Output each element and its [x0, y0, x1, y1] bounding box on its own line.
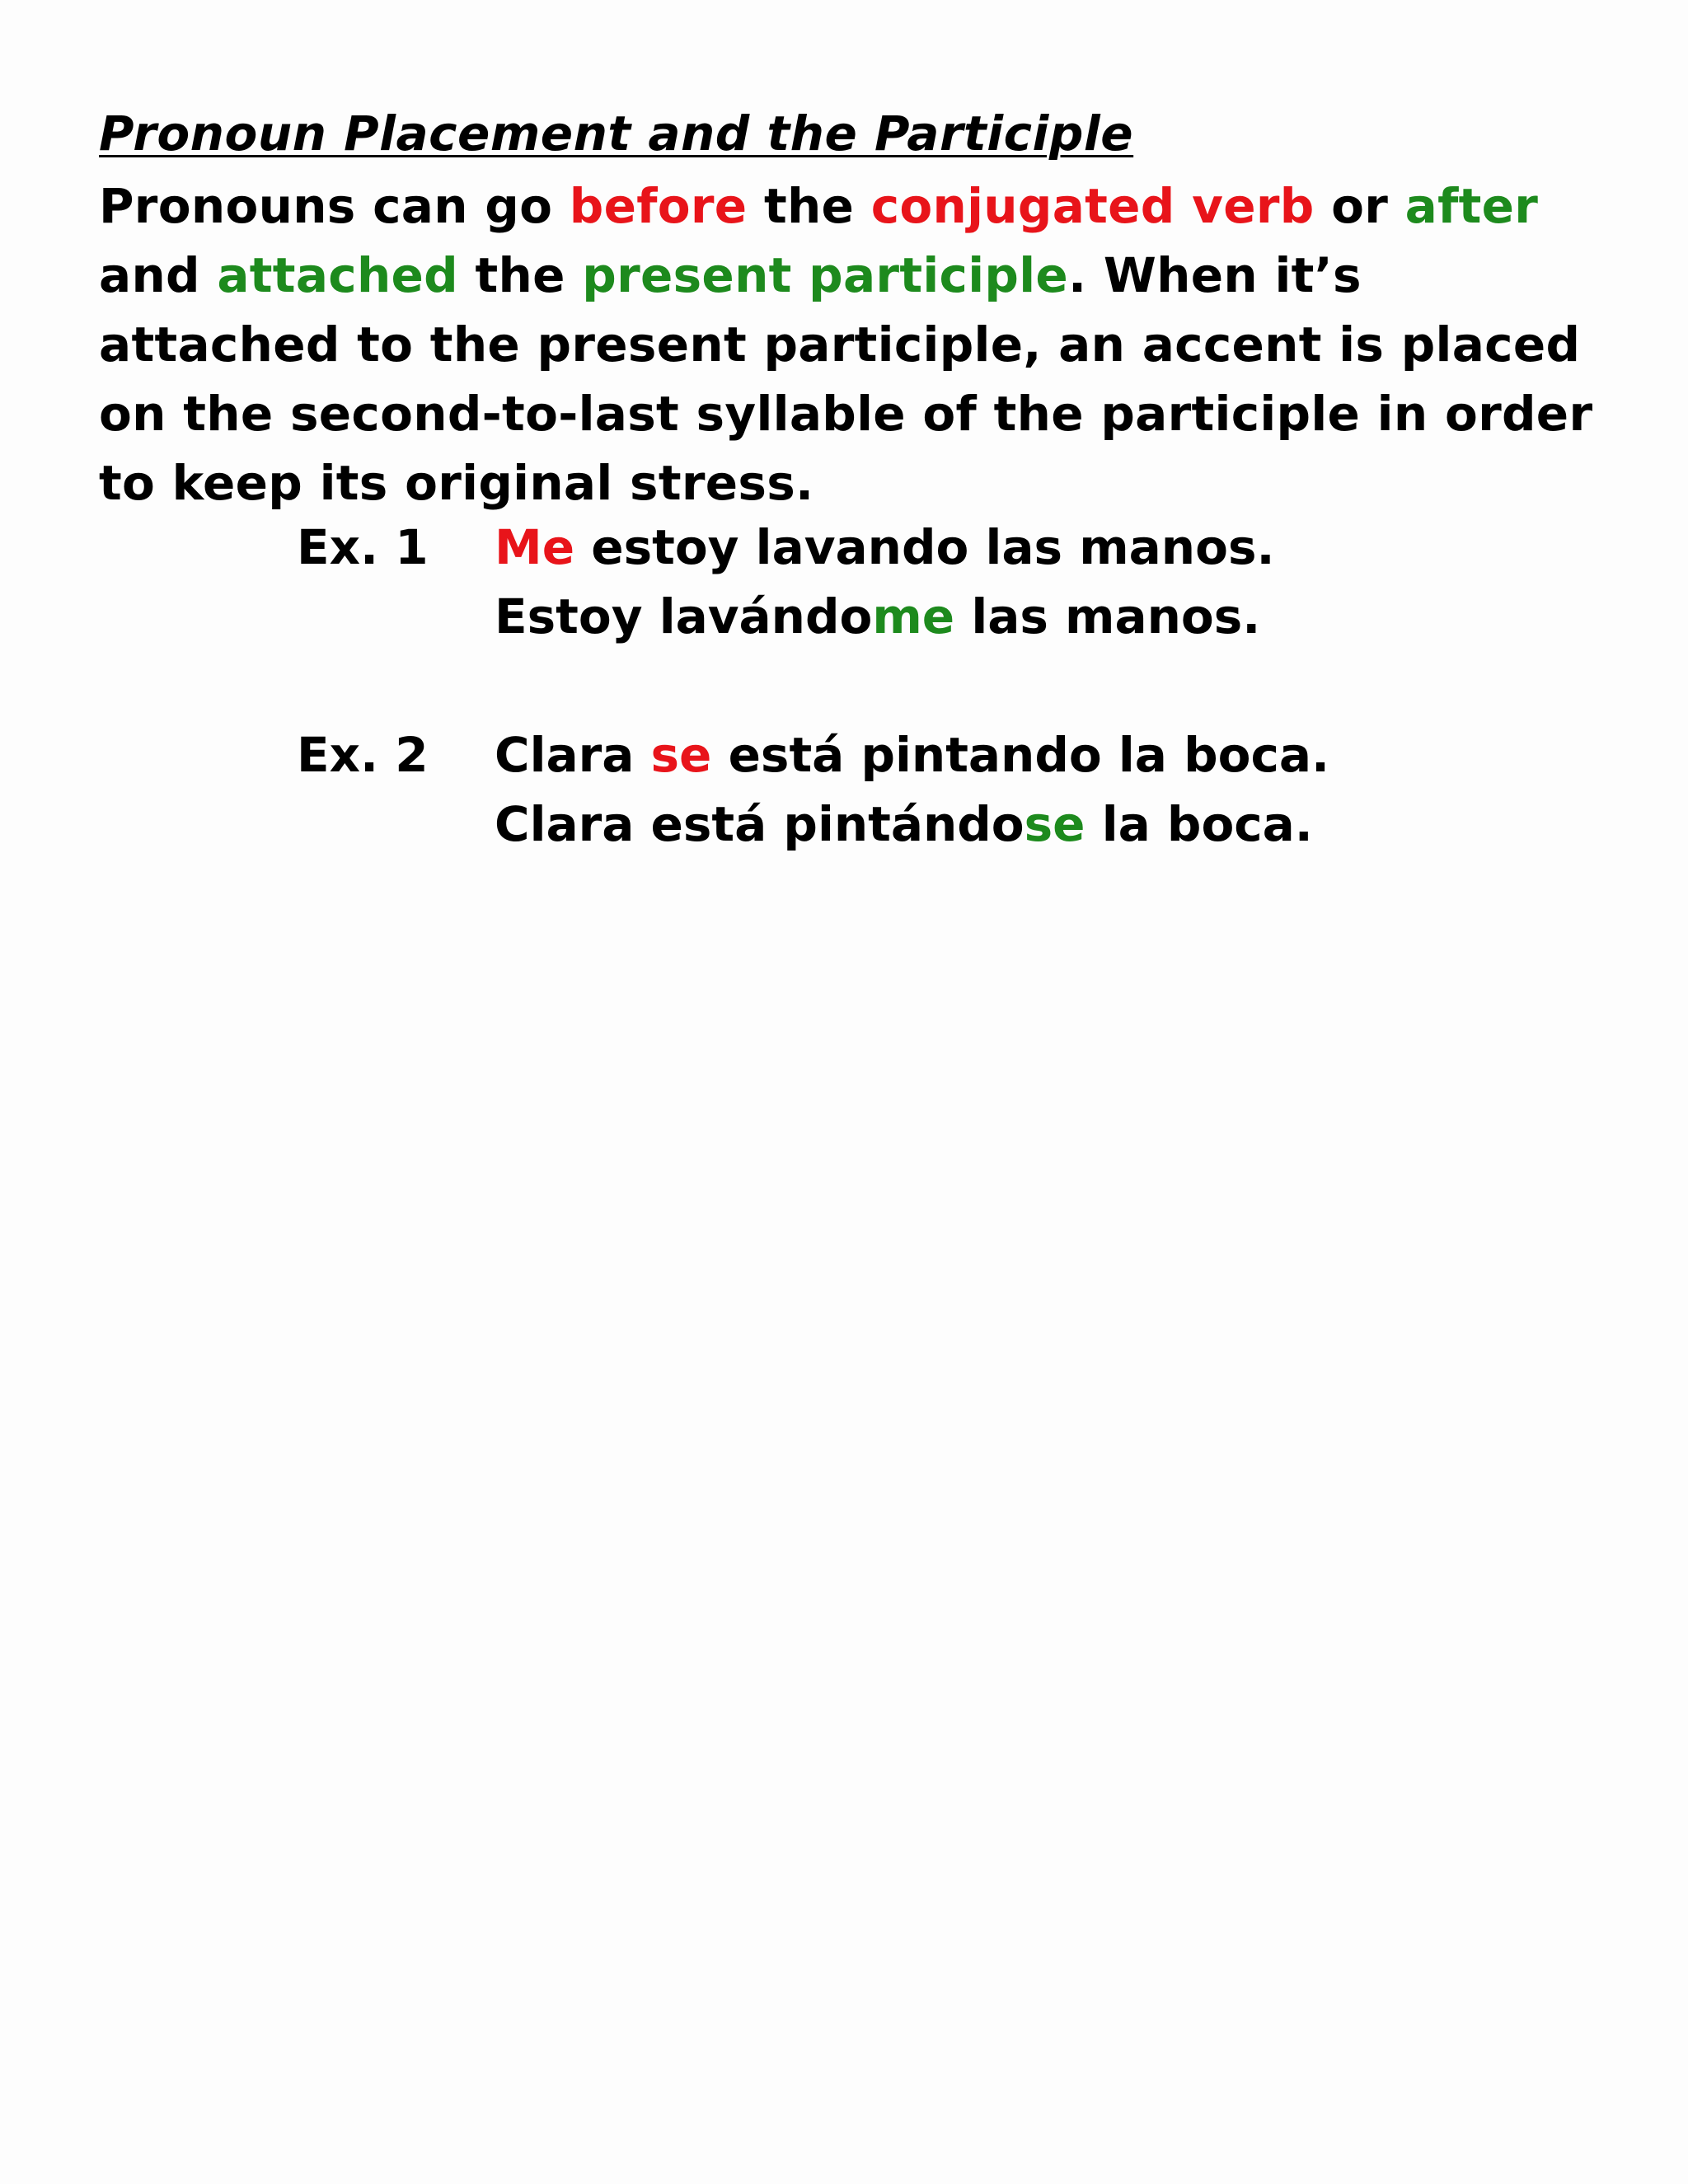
- text-segment: and: [99, 247, 218, 303]
- example-2-sentence-a: [495, 727, 1329, 783]
- page-title: Pronoun Placement and the Participle: [99, 105, 1134, 162]
- sentence-text: Estoy lavándo: [495, 588, 873, 644]
- text-segment: the: [458, 247, 583, 303]
- example-1-label: Ex. 1: [297, 519, 429, 575]
- highlight-present-participle: present participle: [582, 247, 1069, 303]
- example-1-sentence-a: [495, 519, 1275, 575]
- highlight-before: before: [569, 178, 748, 234]
- text-segment: . When it’s attached to the present participle, an accent is placed on the second-to-last syllable of the participle in order to keep its original stress.: [99, 247, 1593, 511]
- example-2-label: Ex. 2: [297, 727, 429, 783]
- sentence-text: está pintando la boca.: [711, 727, 1330, 783]
- sentence-text: Clara está pintándo: [495, 796, 1025, 852]
- explanation-paragraph: [99, 171, 1607, 518]
- sentence-text: las manos.: [954, 588, 1261, 644]
- sentence-text: estoy lavando las manos.: [574, 519, 1275, 575]
- sentence-text: Clara: [495, 727, 651, 783]
- highlight-conjugated-verb: conjugated verb: [870, 178, 1315, 234]
- pronoun-before: Me: [495, 519, 575, 575]
- example-1-sentence-b: [495, 588, 1260, 644]
- example-2-sentence-b: [495, 796, 1313, 852]
- text-segment: Pronouns can go: [99, 178, 570, 234]
- highlight-attached: attached: [217, 247, 458, 303]
- highlight-after: after: [1404, 178, 1539, 234]
- pronoun-attached: se: [1024, 796, 1085, 852]
- pronoun-attached: me: [872, 588, 955, 644]
- text-segment: the: [747, 178, 871, 234]
- text-segment: or: [1314, 178, 1405, 234]
- sentence-text: la boca.: [1085, 796, 1313, 852]
- pronoun-before: se: [650, 727, 712, 783]
